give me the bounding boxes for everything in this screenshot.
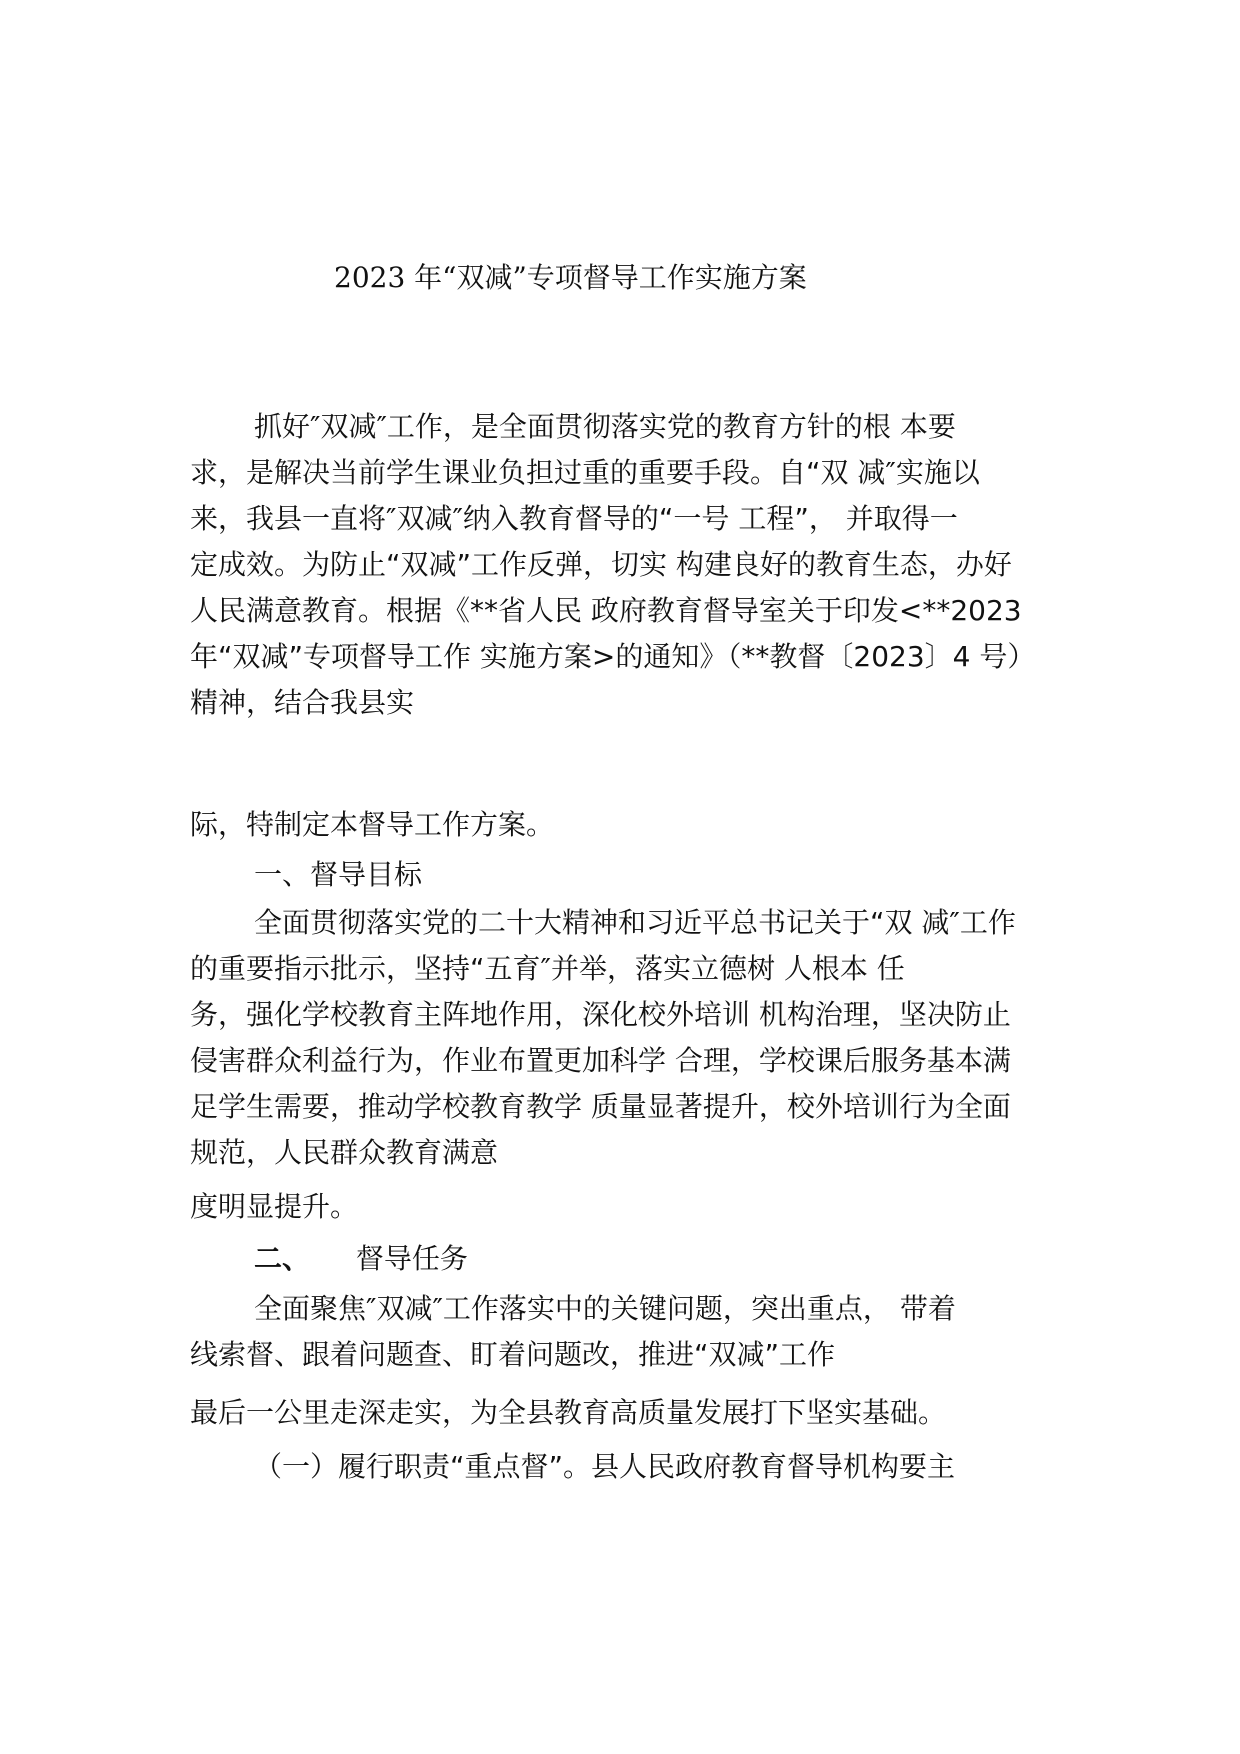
text-line: 抓好″双减″工作，是全面贯彻落实党的教育方针的根 本要 bbox=[254, 410, 956, 443]
paragraph-intro-continued bbox=[190, 802, 1050, 848]
heading-text: 一、督导目标 bbox=[254, 858, 423, 891]
document-title: 2023 年“双减”专项督导工作实施方案 bbox=[334, 261, 807, 294]
section-heading-tasks bbox=[190, 1236, 1050, 1282]
text-line: （一）履行职责“重点督”。县人民政府教育督导机构要主 bbox=[254, 1450, 956, 1483]
heading-text: 督导任务 bbox=[355, 1242, 468, 1275]
text-line: 规范，人民群众教育满意 bbox=[190, 1136, 499, 1169]
text-line: 务，强化学校教育主阵地作用，深化校外培训 机构治理，坚决防止 bbox=[190, 998, 1011, 1031]
text-line: 年“双减”专项督导工作 实施方案>的通知》（**教督〔2023〕4 号） bbox=[190, 640, 1036, 673]
text-line: 精神，结合我县实 bbox=[190, 686, 415, 719]
text-line: 的重要指示批示，坚持“五育″并举，落实立德树 人根本 任 bbox=[190, 952, 905, 985]
paragraph-tasks bbox=[190, 1286, 1050, 1378]
paragraph-tasks-continued bbox=[190, 1390, 1050, 1436]
text-line: 线索督、跟着问题查、盯着问题改，推进“双减”工作 bbox=[190, 1338, 836, 1371]
paragraph-goals-continued bbox=[190, 1184, 1050, 1230]
text-line: 足学生需要，推动学校教育教学 质量显著提升，校外培训行为全面 bbox=[190, 1090, 1011, 1123]
paragraph-intro bbox=[190, 404, 1050, 726]
section-heading-goals bbox=[190, 852, 1050, 898]
text-line: 全面聚焦″双减″工作落实中的关键问题，突出重点， 带着 bbox=[254, 1292, 956, 1325]
text-line: 侵害群众利益行为，作业布置更加科学 合理，学校课后服务基本满 bbox=[190, 1044, 1011, 1077]
text-line: 度明显提升。 bbox=[190, 1190, 359, 1223]
text-line: 全面贯彻落实党的二十大精神和习近平总书记关于“双 减″工作 bbox=[254, 906, 1016, 939]
paragraph-duty bbox=[190, 1444, 1050, 1490]
text-line: 最后一公里走深走实，为全县教育高质量发展打下坚实基础。 bbox=[190, 1396, 947, 1429]
text-line: 际，特制定本督导工作方案。 bbox=[190, 808, 555, 841]
heading-line bbox=[190, 1236, 1050, 1282]
text-line: 定成效。为防止“双减”工作反弹，切实 构建良好的教育生态，办好 bbox=[190, 548, 1012, 581]
heading-number: 二、 bbox=[254, 1242, 311, 1275]
paragraph-goals bbox=[190, 900, 1050, 1176]
text-line: 人民满意教育。根据《**省人民 政府教育督导室关于印发<**2023 bbox=[190, 594, 1022, 627]
text-line: 求，是解决当前学生课业负担过重的重要手段。自“双 减″实施以 bbox=[190, 456, 980, 489]
text-line: 来，我县一直将″双减″纳入教育督导的“一号 工程”， 并取得一 bbox=[190, 502, 958, 535]
